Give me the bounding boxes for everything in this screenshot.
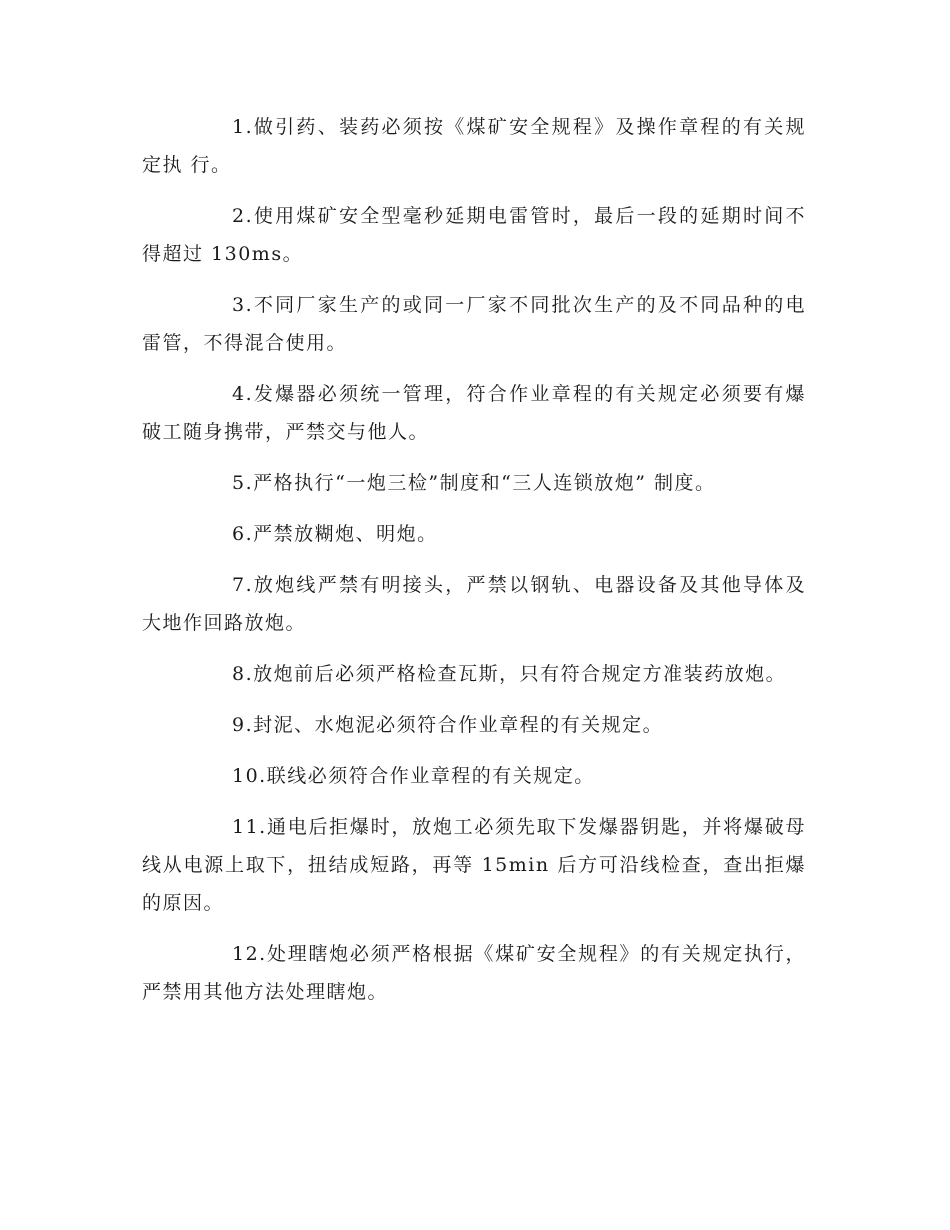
item-text: 放炮线严禁有明接头，严禁以钢轨、电器设备及其他导体及大地作回路放炮。 — [142, 574, 806, 634]
list-item — [142, 935, 806, 1011]
list-item — [142, 566, 806, 642]
item-number: 11. — [232, 816, 267, 838]
item-text: 处理瞎炮必须严格根据《煤矿安全规程》的有关规定执行，严禁用其他方法处理瞎炮。 — [142, 943, 806, 1003]
item-text: 联线必须符合作业章程的有关规定。 — [266, 765, 595, 787]
item-text: 不同厂家生产的或同一厂家不同批次生产的及不同品种的电雷管，不得混合使用。 — [142, 294, 806, 354]
list-item — [142, 515, 806, 553]
item-number: 10. — [232, 765, 267, 787]
item-number: 9. — [232, 714, 254, 736]
item-number: 1. — [232, 116, 254, 138]
item-text: 封泥、水炮泥必须符合作业章程的有关规定。 — [253, 714, 664, 736]
list-item — [142, 464, 806, 502]
document-body — [142, 108, 806, 1024]
item-text: 通电后拒爆时，放炮工必须先取下发爆器钥匙，并将爆破母线从电源上取下，扭结成短路，再等 15min 后方可沿线检查，查出拒爆的原因。 — [142, 816, 806, 914]
list-item — [142, 808, 806, 922]
item-number: 2. — [232, 205, 254, 227]
item-number: 7. — [232, 574, 254, 596]
list-item — [142, 197, 806, 273]
list-item — [142, 375, 806, 451]
list-item — [142, 108, 806, 184]
item-number: 8. — [232, 663, 254, 685]
item-number: 6. — [232, 523, 254, 545]
item-text: 严格执行“一炮三检”制度和“三人连锁放炮” 制度。 — [253, 472, 716, 494]
list-item — [142, 655, 806, 693]
item-text: 使用煤矿安全型毫秒延期电雷管时，最后一段的延期时间不得超过 130ms。 — [142, 205, 806, 265]
item-number: 3. — [232, 294, 254, 316]
item-text: 放炮前后必须严格检查瓦斯，只有符合规定方准装药放炮。 — [253, 663, 787, 685]
item-number: 12. — [232, 943, 267, 965]
item-text: 严禁放糊炮、明炮。 — [253, 523, 438, 545]
list-item — [142, 706, 806, 744]
list-item — [142, 286, 806, 362]
item-text: 发爆器必须统一管理，符合作业章程的有关规定必须要有爆破工随身携带，严禁交与他人。 — [142, 383, 806, 443]
item-number: 4. — [232, 383, 254, 405]
item-number: 5. — [232, 472, 254, 494]
item-text: 做引药、装药必须按《煤矿安全规程》及操作章程的有关规定执 行。 — [142, 116, 806, 176]
list-item — [142, 757, 806, 795]
